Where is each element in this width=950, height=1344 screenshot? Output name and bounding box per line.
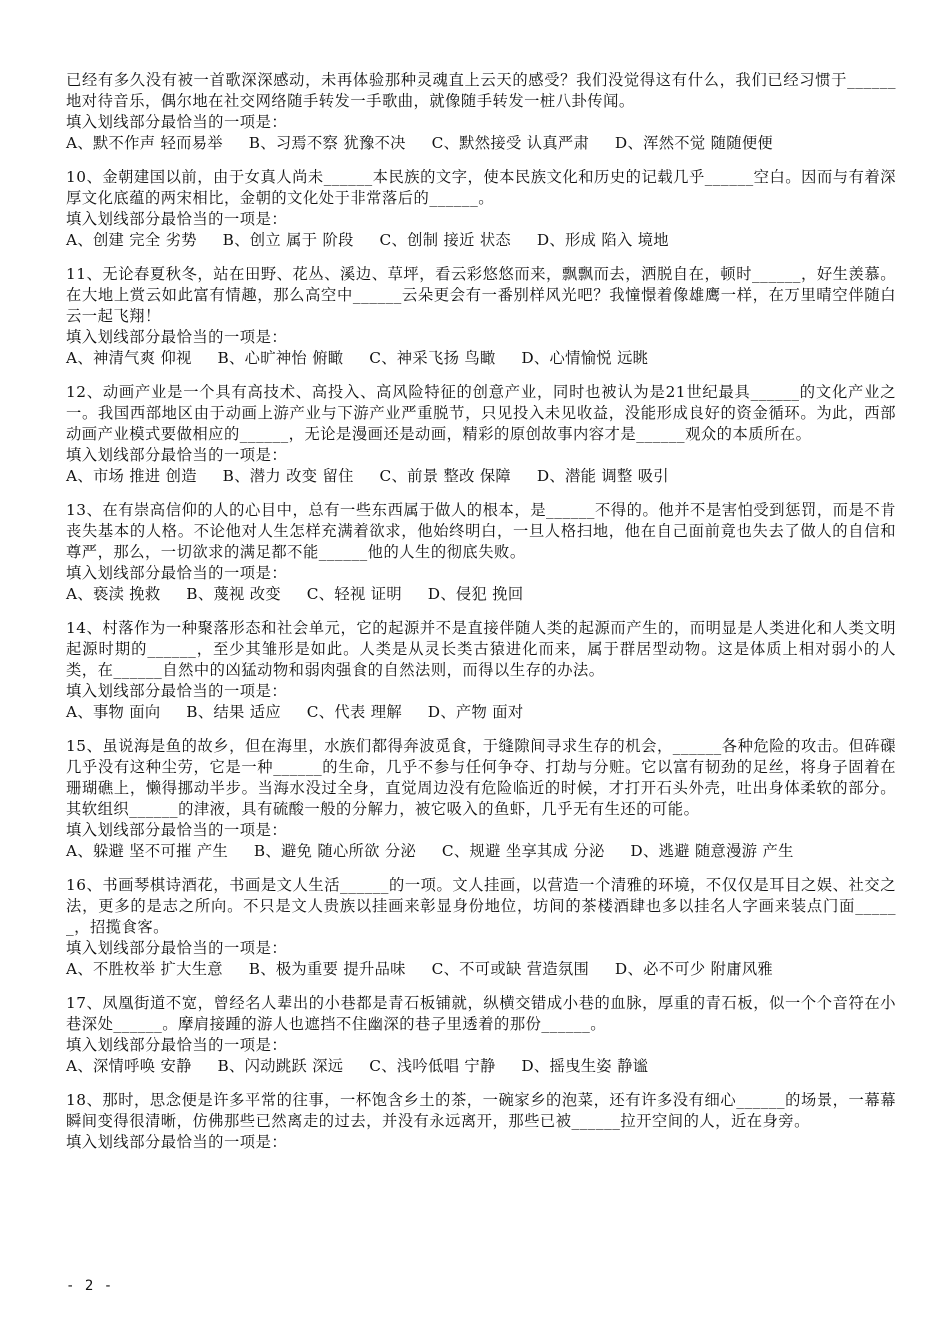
question-11 (66, 264, 896, 369)
document-page (66, 70, 896, 1153)
question-17 (66, 993, 896, 1077)
question-prompt: 填入划线部分最恰当的一项是： (66, 682, 288, 700)
question-prompt: 填入划线部分最恰当的一项是： (66, 210, 288, 228)
question-13 (66, 500, 896, 605)
question-options: A、市场 推进 创造 B、潜力 改变 留住 C、前景 整改 保障 D、潜能 调整 吸引 (66, 467, 669, 485)
question-12 (66, 382, 896, 487)
question-text: 16、书画琴棋诗酒花，书画是文人生活______的一项。文人挂画，以营造一个清雅的环境，不仅仅是耳目之娱、社交之法，更多的是志之所向。不只是文人贵族以挂画来彰显身份地位，坊间的茶楼酒肆也多以挂名人字画来装点门面______，招揽食客。 (66, 876, 896, 936)
question-text: 12、动画产业是一个具有高技术、高投入、高风险特征的创意产业，同时也被认为是21世纪最具______的文化产业之一。我国西部地区由于动画上游产业与下游产业严重脱节，只见投入未见收益，没能形成良好的资金循环。为此，西部动画产业模式要做相应的______，无论是漫画还是动画，精彩的原创故事内容才是______观众的本质所在。 (66, 383, 896, 443)
question-options: A、不胜枚举 扩大生意 B、极为重要 提升品味 C、不可或缺 营造氛围 D、必不可少 附庸风雅 (66, 960, 774, 978)
question-prompt: 填入划线部分最恰当的一项是： (66, 1036, 288, 1054)
question-18 (66, 1090, 896, 1153)
question-options: A、创建 完全 劣势 B、创立 属于 阶段 C、创制 接近 状态 D、形成 陷入 境地 (66, 231, 669, 249)
question-prompt: 填入划线部分最恰当的一项是： (66, 446, 288, 464)
question-9 (66, 70, 896, 154)
question-text: 17、凤凰街道不宽，曾经名人辈出的小巷都是青石板铺就，纵横交错成小巷的血脉，厚重的青石板，似一个个音符在小巷深处______。摩肩接踵的游人也遮挡不住幽深的巷子里透着的那份______。 (66, 994, 896, 1033)
question-options: A、神清气爽 仰视 B、心旷神怡 俯瞰 C、神采飞扬 鸟瞰 D、心情愉悦 远眺 (66, 349, 649, 367)
question-options: A、亵渎 挽救 B、蔑视 改变 C、轻视 证明 D、侵犯 挽回 (66, 585, 524, 603)
page-number: - 2 - (66, 1278, 114, 1294)
question-text: 11、无论春夏秋冬，站在田野、花丛、溪边、草坪，看云彩悠悠而来，飘飘而去，洒脱自在，顿时______，好生羡慕。在大地上赏云如此富有情趣，那么高空中______云朵更会有一番别样风光吧？我憧憬着像雄鹰一样，在万里晴空伴随白云一起飞翔！ (66, 265, 896, 325)
question-options: A、事物 面向 B、结果 适应 C、代表 理解 D、产物 面对 (66, 703, 524, 721)
question-prompt: 填入划线部分最恰当的一项是： (66, 328, 288, 346)
question-options: A、深情呼唤 安静 B、闪动跳跃 深远 C、浅吟低唱 宁静 D、摇曳生姿 静谧 (66, 1057, 649, 1075)
question-prompt: 填入划线部分最恰当的一项是： (66, 939, 288, 957)
question-options: A、默不作声 轻而易举 B、习焉不察 犹豫不决 C、默然接受 认真严肃 D、浑然不觉 随随便便 (66, 134, 774, 152)
question-text: 13、在有崇高信仰的人的心目中，总有一些东西属于做人的根本，是______不得的。他并不是害怕受到惩罚，而是不肯丧失基本的人格。不论他对人生怎样充满着欲求，他始终明白，一旦人格扫地，他在自己面前竟也失去了做人的自信和尊严，那么，一切欲求的满足都不能______他的人生的彻底失败。 (66, 501, 896, 561)
question-options: A、躲避 坚不可摧 产生 B、避免 随心所欲 分泌 C、规避 坐享其成 分泌 D、逃避 随意漫游 产生 (66, 842, 794, 860)
question-prompt: 填入划线部分最恰当的一项是： (66, 564, 288, 582)
question-15 (66, 736, 896, 862)
question-text: 18、那时，思念便是许多平常的往事，一杯饱含乡土的茶，一碗家乡的泡菜，还有许多没有细心______的场景，一幕幕瞬间变得很清晰，仿佛那些已然离走的过去，并没有永远离开，那些已被______拉开空间的人，近在身旁。 (66, 1091, 896, 1130)
question-16 (66, 875, 896, 980)
question-text: 14、村落作为一种聚落形态和社会单元，它的起源并不是直接伴随人类的起源而产生的，而明显是人类进化和人类文明起源时期的______，至少其雏形是如此。人类是从灵长类古猿进化而来，属于群居型动物。这是体质上相对弱小的人类，在______自然中的凶猛动物和弱肉强食的自然法则，而得以生存的办法。 (66, 619, 896, 679)
question-text: 已经有多久没有被一首歌深深感动，未再体验那种灵魂直上云天的感受？我们没觉得这有什么，我们已经习惯于______地对待音乐，偶尔地在社交网络随手转发一手歌曲，就像随手转发一桩八卦传闻。 (66, 71, 896, 110)
question-10 (66, 167, 896, 251)
question-text: 15、虽说海是鱼的故乡，但在海里，水族们都得奔波觅食，于缝隙间寻求生存的机会，______各种危险的攻击。但砗磲几乎没有这种尘劳，它是一种______的生命，几乎不参与任何争夺、打劫与分赃。它以富有韧劲的足丝，将身子固着在珊瑚礁上，懒得挪动半步。当海水没过全身，直觉周边没有危险临近的时候，才打开石头外壳，吐出身体柔软的部分。其软组织______的津液，具有硫酸一般的分解力，被它吸入的鱼虾，几乎无有生还的可能。 (66, 737, 896, 818)
question-text: 10、金朝建国以前，由于女真人尚未______本民族的文字，使本民族文化和历史的记载几乎______空白。因而与有着深厚文化底蕴的两宋相比，金朝的文化处于非常落后的______。 (66, 168, 896, 207)
question-prompt: 填入划线部分最恰当的一项是： (66, 113, 288, 131)
question-14 (66, 618, 896, 723)
question-prompt: 填入划线部分最恰当的一项是： (66, 1133, 288, 1151)
question-prompt: 填入划线部分最恰当的一项是： (66, 821, 288, 839)
